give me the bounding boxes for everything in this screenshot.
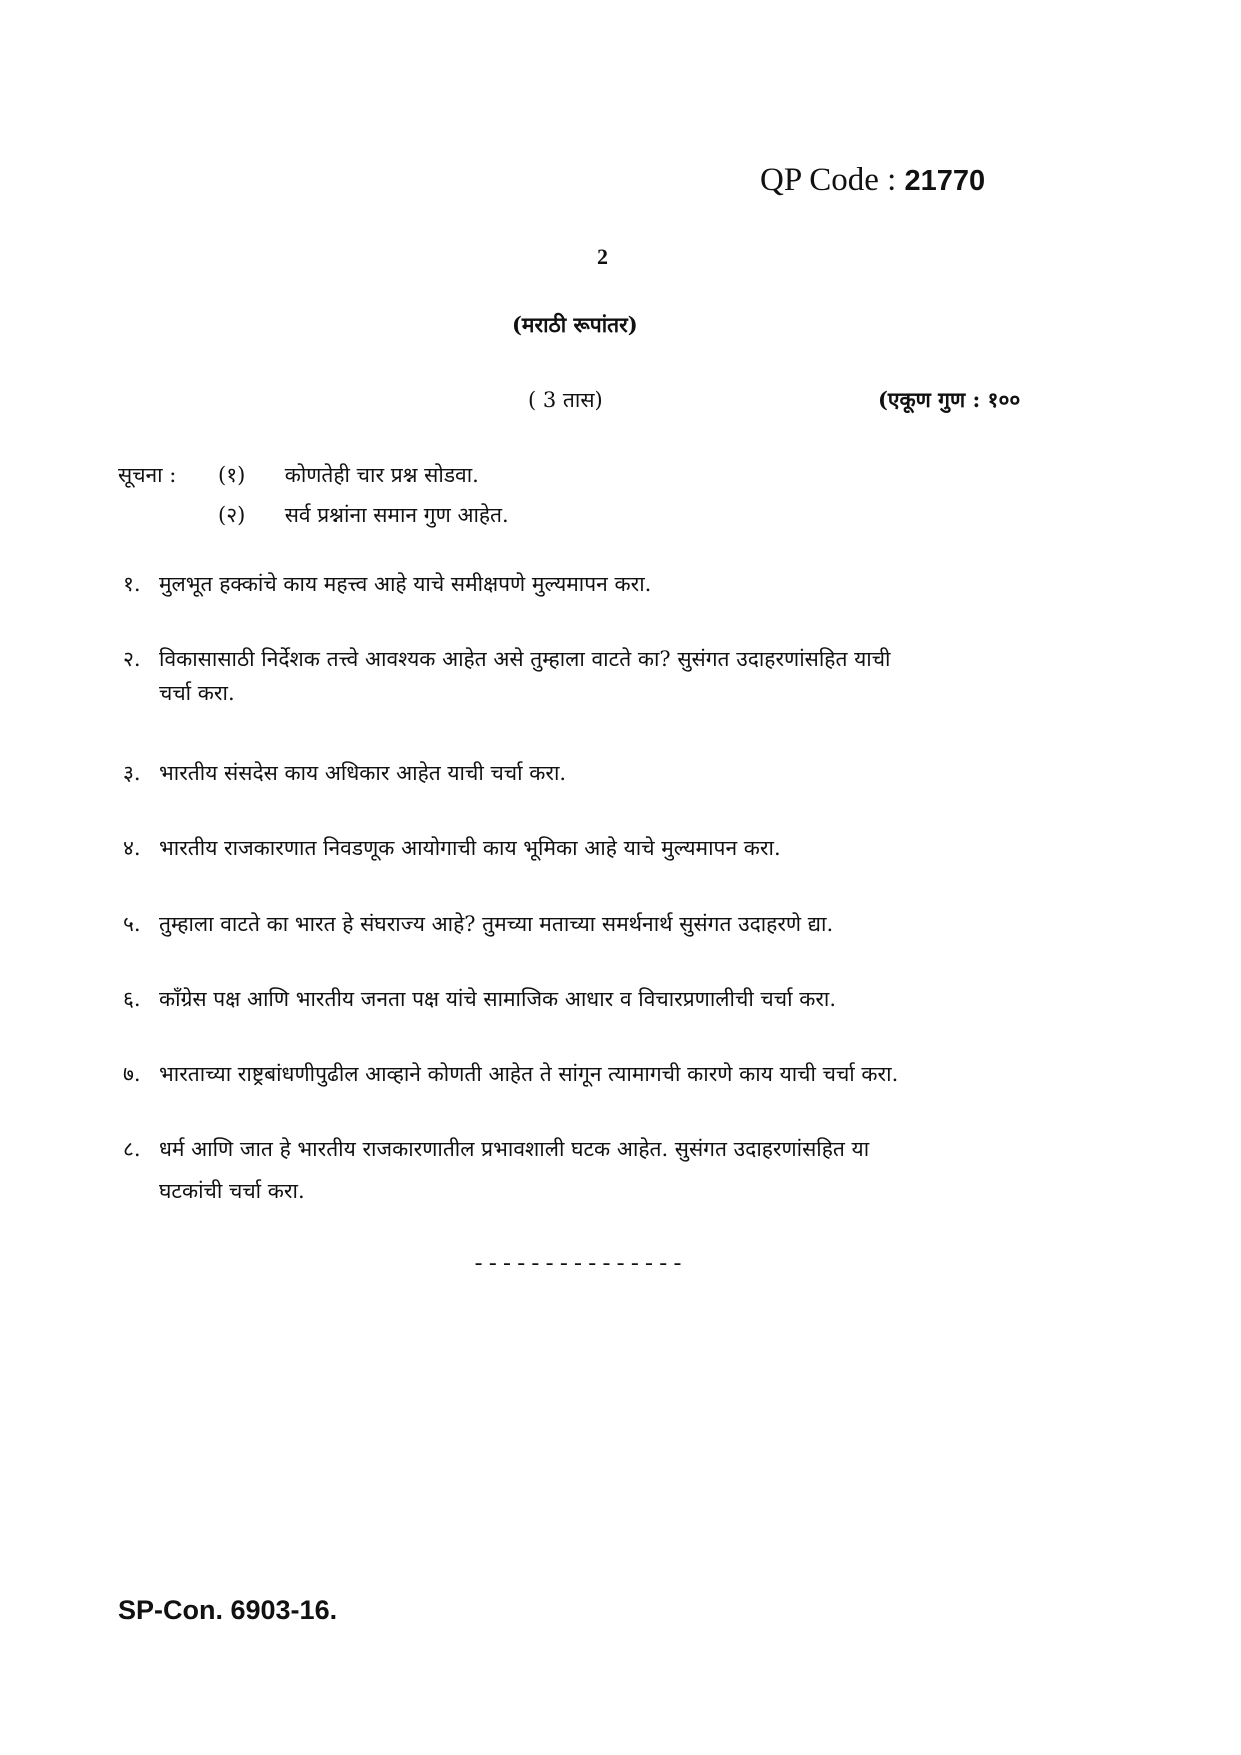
question-text: भारताच्या राष्ट्रबांधणीपुढील आव्हाने कोणती आहेत ते सांगून त्यामागची कारणे काय याची चर्चा करा. xyxy=(159,1062,899,1086)
qp-code-value: 21770 xyxy=(904,165,986,197)
question-8 xyxy=(123,1128,1043,1212)
question-text: काँग्रेस पक्ष आणि भारतीय जनता पक्ष यांचे सामाजिक आधार व विचारप्रणालीची चर्चा करा. xyxy=(159,987,837,1011)
question-text: भारतीय राजकारणात निवडणूक आयोगाची काय भूमिका आहे याचे मुल्यमापन करा. xyxy=(159,836,781,860)
instruction-number: (२) xyxy=(218,503,246,527)
question-6 xyxy=(123,985,836,1013)
question-number: ४. xyxy=(123,836,141,860)
question-7 xyxy=(123,1060,898,1088)
question-text: धर्म आणि जात हे भारतीय राजकारणातील प्रभावशाली घटक आहेत. सुसंगत उदाहरणांसहित या xyxy=(159,1137,870,1161)
question-number: १. xyxy=(123,572,141,596)
instruction-item xyxy=(218,461,479,489)
question-text: मुलभूत हक्कांचे काय महत्त्व आहे याचे समीक्षपणे मुल्यमापन करा. xyxy=(159,572,652,596)
question-number: ७. xyxy=(123,1062,141,1086)
exam-duration: ( 3 तास) xyxy=(528,388,603,412)
question-text: भारतीय संसदेस काय अधिकार आहेत याची चर्चा करा. xyxy=(159,761,567,785)
translation-subtitle: (मराठी रूपांतर) xyxy=(512,312,638,337)
question-text-continued: चर्चा करा. xyxy=(159,681,235,705)
question-number: ६. xyxy=(123,987,141,1011)
question-1 xyxy=(123,570,651,598)
question-5 xyxy=(123,910,833,938)
qp-code-label: QP Code : xyxy=(760,162,897,198)
question-number: ३. xyxy=(123,761,141,785)
question-number: ८. xyxy=(123,1137,141,1161)
page-number: 2 xyxy=(597,244,608,269)
end-divider: --------------- xyxy=(472,1252,686,1277)
instruction-text: कोणतेही चार प्रश्न सोडवा. xyxy=(284,463,479,487)
question-4 xyxy=(123,834,781,862)
question-number: ५. xyxy=(123,912,141,936)
question-text-continued: घटकांची चर्चा करा. xyxy=(159,1179,305,1203)
instruction-item xyxy=(218,501,509,529)
question-2 xyxy=(123,645,890,707)
instruction-text: सर्व प्रश्नांना समान गुण आहेत. xyxy=(284,503,509,527)
qp-code xyxy=(760,162,985,199)
instructions-label: सूचना : xyxy=(118,463,177,487)
question-3 xyxy=(123,759,566,787)
question-text: विकासासाठी निर्देशक तत्त्वे आवश्यक आहेत असे तुम्हाला वाटते का? सुसंगत उदाहरणांसहित याची xyxy=(159,647,891,671)
question-text: तुम्हाला वाटते का भारत हे संघराज्य आहे? तुमच्या मताच्या समर्थनार्थ सुसंगत उदाहरणे द्या. xyxy=(159,912,834,936)
paper-reference: SP-Con. 6903-16. xyxy=(118,1595,338,1625)
total-marks: (एकूण गुण : १०० xyxy=(878,387,1021,412)
instruction-number: (१) xyxy=(218,463,246,487)
question-number: २. xyxy=(123,647,141,671)
